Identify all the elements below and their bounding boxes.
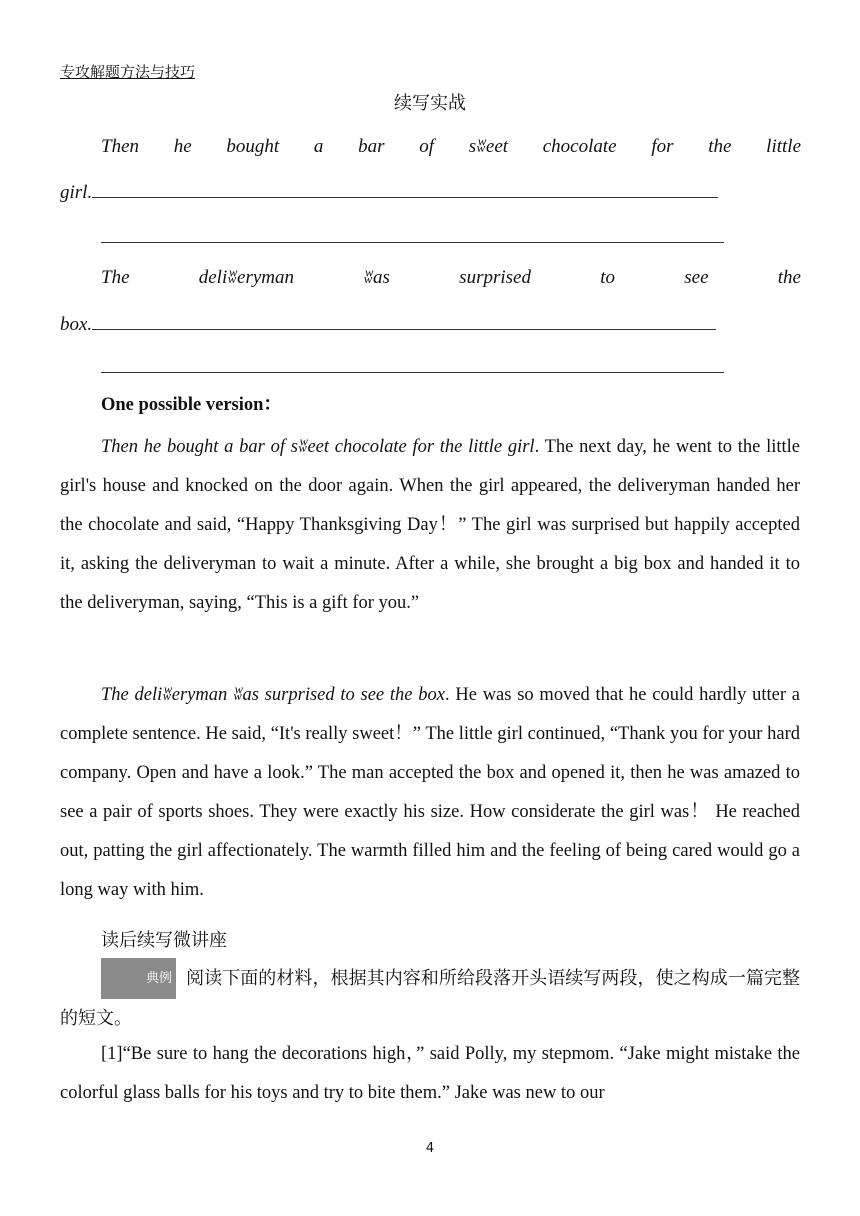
example-instruction: 阅读下面的材料，根据其内容和所给段落开头语续写两段，使之构成一篇完整的短文。 — [60, 968, 800, 1029]
prompt-word: sʬeet — [468, 136, 509, 157]
prompt-word: of — [419, 136, 434, 157]
answer-blank[interactable] — [92, 313, 716, 330]
prompt-1-tail: girl. — [60, 182, 93, 203]
answer-blank-line[interactable] — [101, 371, 724, 373]
example-instruction-block — [60, 958, 800, 1038]
section-title: 续写实战 — [394, 93, 466, 114]
prompt-word: little — [766, 136, 801, 157]
answer-blank-line[interactable] — [101, 241, 724, 243]
header-label: 专攻解题方法与技巧 — [60, 63, 196, 81]
prompt-1-continuation — [60, 181, 718, 204]
prompt-1-line — [101, 136, 801, 158]
version-heading: One possible version： — [101, 395, 282, 415]
page-number: 4 — [425, 1141, 435, 1156]
prompt-word: to — [600, 267, 615, 288]
answer-blank[interactable] — [92, 181, 718, 198]
prompt-word: see — [684, 267, 709, 288]
paragraph-lead: The deliʬeryman ʬas surprised to see the box — [101, 685, 445, 705]
prompt-2-line — [101, 267, 801, 289]
prompt-word: Then — [101, 136, 139, 157]
prompt-2-continuation — [60, 313, 716, 336]
paragraph-lead: Then he bought a bar of sʬeet chocolate for the little girl — [101, 437, 535, 457]
prompt-word: deliʬeryman — [198, 267, 294, 288]
prompt-word: for — [651, 136, 674, 157]
story-paragraph: [1]“Be sure to hang the decorations high，” said Polly, my stepmom. “Jake might mistake the colorful glass balls for his toys and try to bite them.” Jake was new to our — [60, 1044, 800, 1103]
paragraph-body: . He was so moved that he could hardly utter a complete sentence. He said, “It's really sweet！” The little girl continued, “Thank you for your hard company. Open and have a look.” The man accepted the box and opened it, then he was amazed to see a pair of sports shoes. They were exactly his size. How considerate the girl was！ He reached out, patting the girl affectionately. The warmth filled him and the feeling of being cared would go a long way with him. — [60, 685, 801, 900]
version-paragraph-2 — [60, 676, 800, 910]
version-paragraph-1 — [60, 428, 800, 623]
prompt-word: the — [777, 267, 801, 288]
lecture-heading: 读后续写微讲座 — [101, 930, 227, 951]
prompt-word: the — [708, 136, 732, 157]
prompt-word: he — [173, 136, 192, 157]
prompt-word: ʬas — [363, 267, 390, 288]
prompt-word: The — [101, 267, 130, 288]
prompt-word: bar — [358, 136, 385, 157]
prompt-word: surprised — [459, 267, 531, 288]
prompt-2-tail: box. — [60, 314, 93, 335]
prompt-word: a — [313, 136, 324, 157]
prompt-word: bought — [226, 136, 280, 157]
example-badge: 典例 — [101, 958, 176, 999]
prompt-word: chocolate — [542, 136, 617, 157]
paragraph-body: . The next day, he went to the little girl's house and knocked on the door again. When the girl appeared, the deliveryman handed her the chocolate and said, “Happy Thanksgiving Day！” The girl was surprised but happily accepted it, asking the deliveryman to wait a minute. After a while, she brought a big box and handed it to the deliveryman, saying, “This is a gift for you.” — [60, 437, 800, 613]
